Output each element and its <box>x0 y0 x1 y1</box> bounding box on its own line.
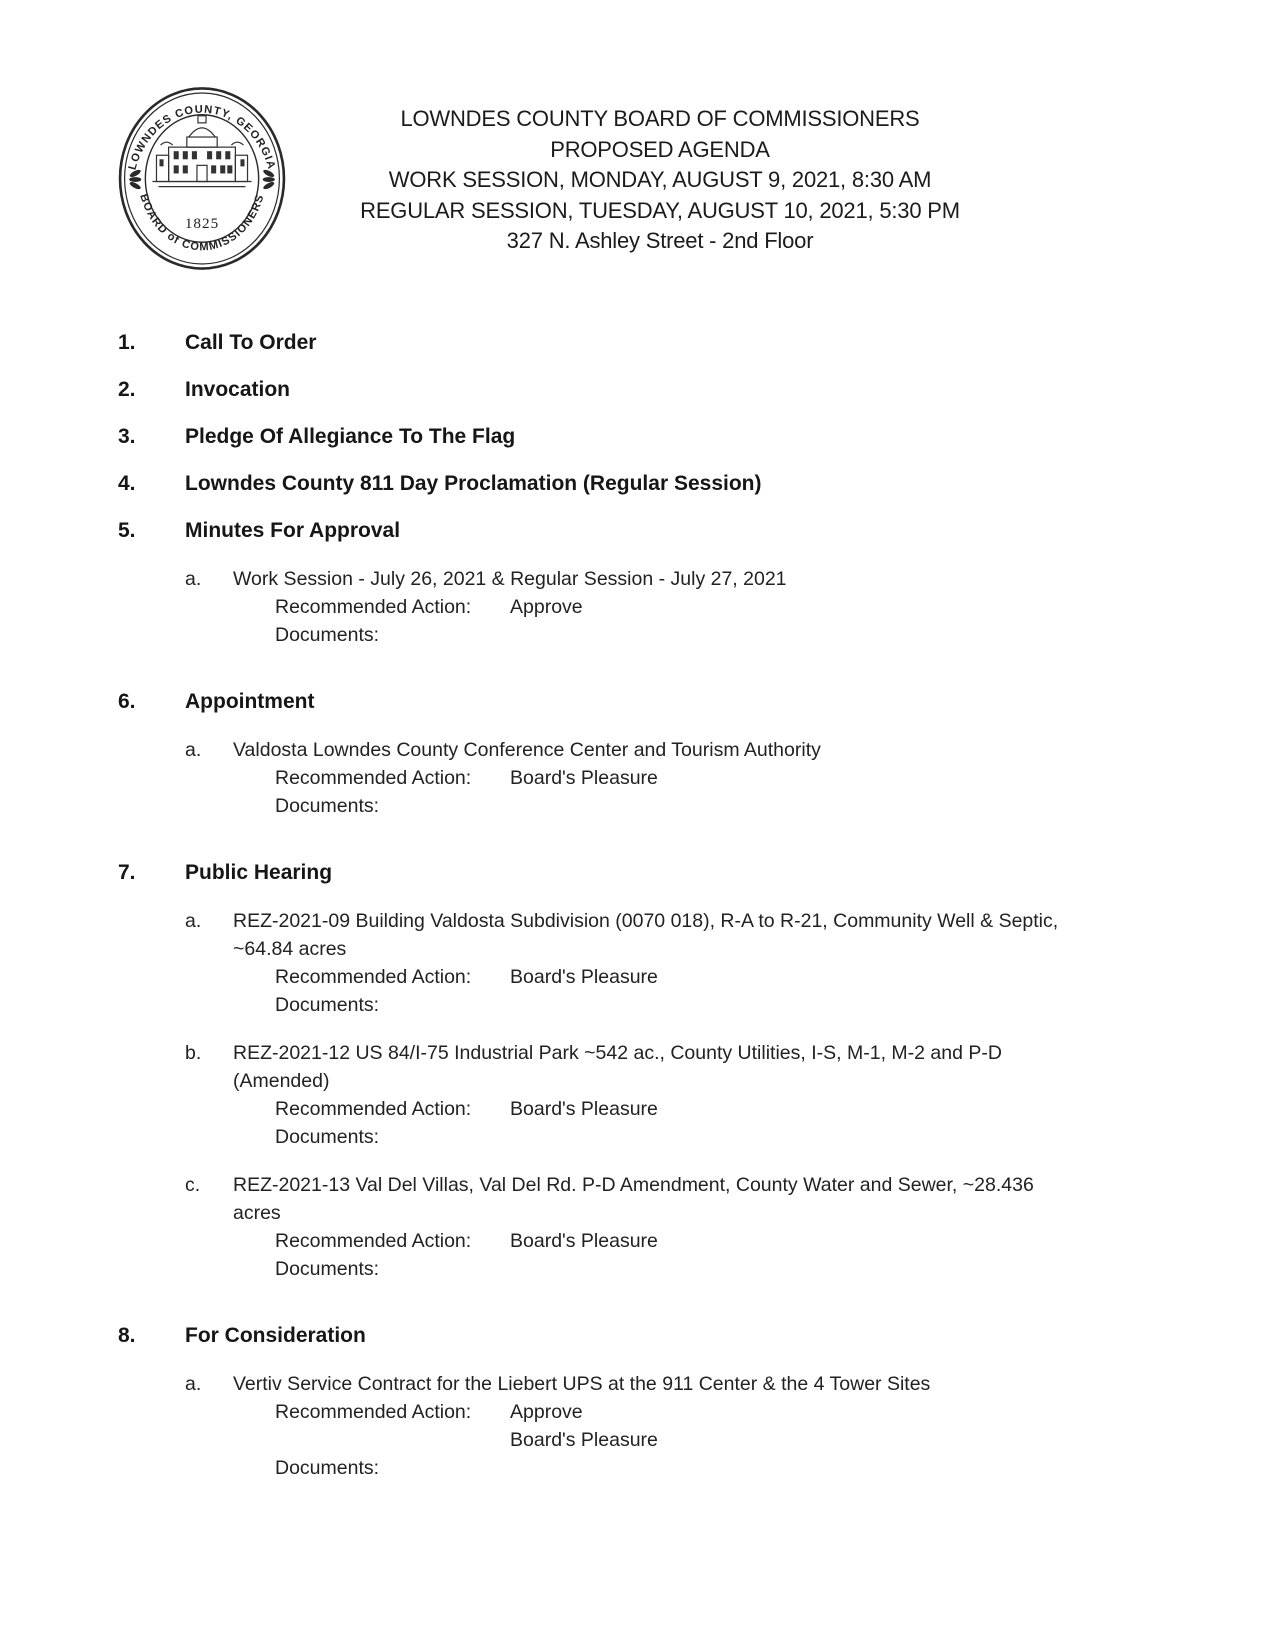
subitem-line: acres <box>233 1202 281 1224</box>
recommended-action-value <box>510 593 1138 621</box>
courthouse-windows <box>160 151 245 173</box>
item-title: Call To Order <box>185 331 317 354</box>
item-title: Appointment <box>185 690 315 713</box>
item-title: Lowndes County 811 Day Proclamation (Regular Session) <box>185 472 762 495</box>
agenda-item-2 <box>118 377 1138 403</box>
item-number: 5. <box>118 519 136 542</box>
recommended-action-label: Recommended Action: <box>275 1230 472 1252</box>
agenda-item-1 <box>118 330 1138 356</box>
agenda-subitem-7a <box>118 907 1138 1019</box>
item-number: 8. <box>118 1324 136 1347</box>
recommended-action-value <box>510 764 1138 792</box>
item-number: 2. <box>118 378 136 401</box>
documents-label: Documents: <box>275 624 380 646</box>
recommended-action-label: Recommended Action: <box>275 966 472 988</box>
subitem-meta <box>275 764 1138 820</box>
recommended-action-value <box>510 1398 1138 1454</box>
subitem-text <box>233 736 1138 764</box>
subitem-letter: b. <box>185 1042 202 1064</box>
action-line: Board's Pleasure <box>510 1098 658 1120</box>
seal-top-text: LOWNDES COUNTY, GEORGIA <box>126 103 278 172</box>
document-header <box>350 104 970 257</box>
subitem-line: (Amended) <box>233 1070 330 1092</box>
item-number: 6. <box>118 690 136 713</box>
subitem-letter: a. <box>185 910 202 932</box>
item-title: Public Hearing <box>185 861 333 884</box>
action-line: Board's Pleasure <box>510 1230 658 1252</box>
subitem-line: ~64.84 acres <box>233 938 347 960</box>
documents-label: Documents: <box>275 1258 380 1280</box>
county-seal <box>116 84 288 272</box>
agenda-subitem-7b <box>118 1039 1138 1151</box>
subitem-line: REZ-2021-09 Building Valdosta Subdivision (0070 018), R-A to R-21, Community Well & Septic, <box>233 910 1059 932</box>
agenda-item-6 <box>118 689 1138 715</box>
agenda-subitem-7c <box>118 1171 1138 1283</box>
agenda-item-8 <box>118 1323 1138 1349</box>
regular-session-line: REGULAR SESSION, TUESDAY, AUGUST 10, 2021, 5:30 PM <box>360 197 960 223</box>
item-title: Pledge Of Allegiance To The Flag <box>185 425 516 448</box>
recommended-action-label: Recommended Action: <box>275 596 472 618</box>
item-number: 1. <box>118 331 136 354</box>
address-line: 327 N. Ashley Street - 2nd Floor <box>506 228 814 253</box>
subitem-letter: a. <box>185 568 202 590</box>
recommended-action-label: Recommended Action: <box>275 767 472 789</box>
subitem-meta <box>275 1227 1138 1283</box>
subitem-line: Valdosta Lowndes County Conference Center and Tourism Authority <box>233 739 821 761</box>
action-line: Approve <box>510 1401 583 1423</box>
agenda-item-3 <box>118 424 1138 450</box>
recommended-action-value <box>510 1227 1138 1255</box>
subitem-meta <box>275 963 1138 1019</box>
doc-title: PROPOSED AGENDA <box>550 136 770 162</box>
subitem-meta <box>275 1095 1138 1151</box>
item-number: 7. <box>118 861 136 884</box>
documents-label: Documents: <box>275 795 380 817</box>
agenda-subitem-8a <box>118 1370 1138 1482</box>
item-title: Minutes For Approval <box>185 519 401 542</box>
subitem-letter: a. <box>185 739 202 761</box>
subitem-meta <box>275 593 1138 649</box>
subitem-letter: a. <box>185 1373 202 1395</box>
subitem-text <box>233 907 1138 963</box>
agenda-list <box>118 330 1138 1482</box>
subitem-text <box>233 1039 1138 1095</box>
recommended-action-label: Recommended Action: <box>275 1401 472 1423</box>
seal-year: 1825 <box>184 215 220 233</box>
subitem-text <box>233 565 1138 593</box>
subitem-line: REZ-2021-13 Val Del Villas, Val Del Rd. P-D Amendment, County Water and Sewer, ~28.436 <box>233 1174 1034 1196</box>
action-line: Board's Pleasure <box>510 966 658 988</box>
agenda-item-4 <box>118 471 1138 497</box>
recommended-action-value <box>510 963 1138 991</box>
subitem-text <box>233 1171 1138 1227</box>
subitem-line: Vertiv Service Contract for the Liebert UPS at the 911 Center & the 4 Tower Sites <box>233 1373 931 1395</box>
subitem-letter: c. <box>185 1174 201 1196</box>
recommended-action-label: Recommended Action: <box>275 1098 472 1120</box>
agenda-subitem-5a <box>118 565 1138 649</box>
subitem-text <box>233 1370 1138 1398</box>
org-name: LOWNDES COUNTY BOARD OF COMMISSIONERS <box>400 106 920 131</box>
subitem-line: Work Session - July 26, 2021 & Regular Session - July 27, 2021 <box>233 568 787 590</box>
agenda-item-7 <box>118 860 1138 886</box>
laurel-sprig-left <box>129 168 142 190</box>
documents-label: Documents: <box>275 1126 380 1148</box>
item-title: For Consideration <box>185 1324 366 1347</box>
documents-label: Documents: <box>275 1457 380 1479</box>
county-seal-graphic <box>116 84 288 272</box>
work-session-line: WORK SESSION, MONDAY, AUGUST 9, 2021, 8:30 AM <box>388 167 932 192</box>
subitem-line: REZ-2021-12 US 84/I-75 Industrial Park ~542 ac., County Utilities, I-S, M-1, M-2 and P-D <box>233 1042 1002 1064</box>
item-title: Invocation <box>185 378 291 401</box>
recommended-action-value <box>510 1095 1138 1123</box>
action-line: Board's Pleasure <box>510 767 658 789</box>
agenda-item-5 <box>118 518 1138 544</box>
action-line: Approve <box>510 596 583 618</box>
item-number: 3. <box>118 425 136 448</box>
laurel-sprig-right <box>262 168 275 190</box>
subitem-meta <box>275 1398 1138 1482</box>
agenda-subitem-6a <box>118 736 1138 820</box>
documents-label: Documents: <box>275 994 380 1016</box>
action-line: Board's Pleasure <box>510 1429 658 1451</box>
item-number: 4. <box>118 472 136 495</box>
seal-bottom-text: BOARD of COMMISSIONERS <box>137 192 267 254</box>
